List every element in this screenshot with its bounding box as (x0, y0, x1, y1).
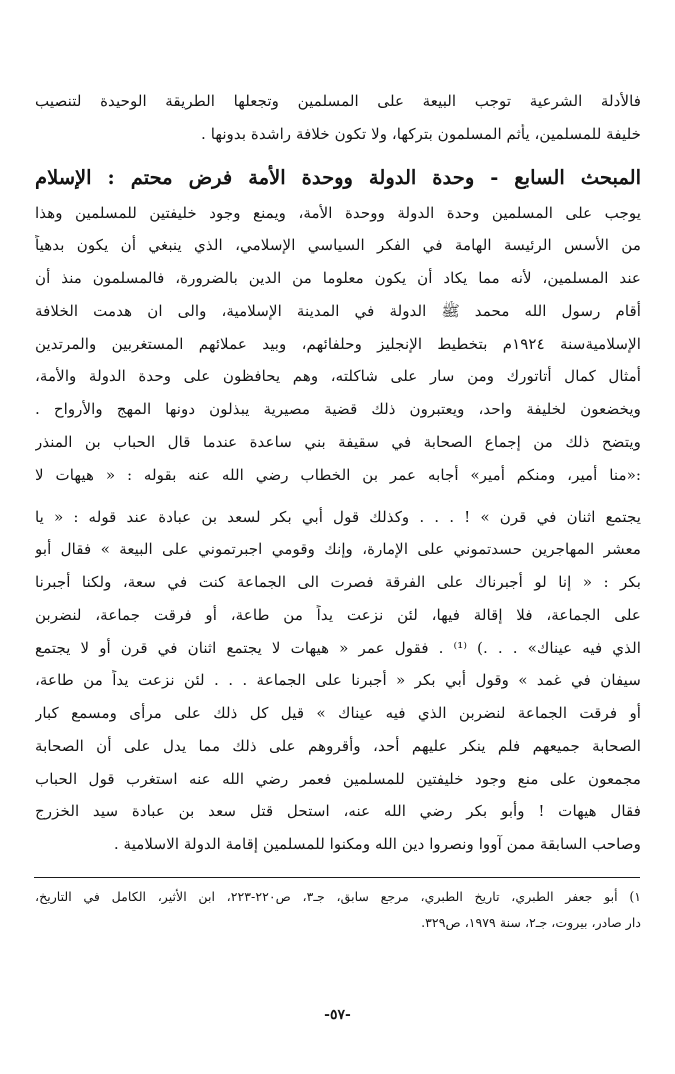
intro-line-2: خليفة للمسلمين، يأثم المسلمون بتركها، ولا تكون خلافة راشدة بدونها . (201, 125, 641, 143)
body-line-8: ويتضح ذلك من إجماع الصحابة في سقيفة بني ساعدة عندما قال الحباب بن المنذر (35, 433, 641, 451)
body-line-17: الصحابة جميعهم فلم ينكر عليهم أحد، وأقروهم على ذلك مما يدل على أن الصحابة (35, 737, 641, 755)
footnote-line-1: ١) أبو جعفر الطبري، تاريخ الطبري، مرجع سابق، جـ٣، ص٢٢٠-٢٢٣، ابن الأثير، الكامل في التاريخ، (35, 889, 641, 904)
body-line-14: الذي فيه عيناك» . . .) ⁽¹⁾ . فقول عمر « هيهات لا يجتمع اثنان في قرن أو لا يجتمع (35, 639, 641, 657)
body-line-5: الإسلاميةسنة ١٩٢٤م بتخطيط الإنجليز وحلفائهم، وبيد عملائهم المستغربين والمرتدين (35, 335, 641, 353)
section-heading: المبحث السابع - وحدة الدولة ووحدة الأمة فرض محتم : الإسلام (35, 166, 641, 189)
footnote-rule (34, 877, 640, 878)
body-line-6: أمثال كمال أتاتورك ومن سار على شاكلته، وهم يحافظون على وحدة الدولة والأمة، (35, 367, 641, 385)
body-line-1: يوجب على المسلمين وحدة الدولة ووحدة الأمة، ويمنع وجود خليفتين للمسلمين وهذا (35, 204, 641, 222)
body-line-2: من الأسس الرئيسة الهامة في الفكر السياسي الإسلامي، الذي ينبغي أن يكون بدهياً (35, 236, 641, 254)
body-line-16: أو فرقت الجماعة لنضربن الذي فيه عيناك » قيل كل ذلك على مرأى ومسمع كبار (35, 704, 641, 722)
body-line-11: معشر المهاجرين حسدتموني على الإمارة، وإنك وقومي اجبرتموني على البيعة » فقال أبو (35, 540, 641, 558)
page-number: -٥٧- (324, 1007, 351, 1023)
body-line-19: فقال هيهات ! وأبو بكر رضي الله عنه، استحل قتل سعد بن عبادة سيد الخزرج (35, 802, 641, 820)
body-line-7: ويخضعون لخليفة واحد، ويعتبرون ذلك قضية مصيرية يبذلون دونها المهج والأرواح . (35, 400, 641, 418)
body-line-4: أقام رسول الله محمد ﷺ الدولة في المدينة الإسلامية، والى ان هدمت الخلافة (35, 302, 641, 320)
body-line-10: يجتمع اثنان في قرن » ! . . . وكذلك قول أبي بكر لسعد بن عبادة عند قوله : « يا (35, 508, 641, 526)
body-line-3: عند المسلمين، لأنه مما يكاد أن يكون معلوما من الدين بالضرورة، فالمسلمون منذ أن (35, 269, 641, 287)
intro-line-1: فالأدلة الشرعية توجب البيعة على المسلمين وتجعلها الطريقة الوحيدة لتنصيب (35, 92, 641, 110)
body-line-20: وصاحب السابقة ممن آووا ونصروا دين الله ومكنوا للمسلمين إقامة الدولة الاسلامية . (113, 835, 641, 853)
footnote-line-2: دار صادر، بيروت، جـ٢، سنة ١٩٧٩، ص٣٢٩. (421, 915, 641, 930)
body-line-13: على الجماعة، فلا إقالة فيها، لئن نزعت يداً من طاعة، أو فرقت جماعة، لنضربن (35, 606, 641, 624)
body-line-12: بكر : « إنا لو أجبرناك على الفرقة فصرت الى الجماعة كنت في سعة، ولكنا أجبرنا (35, 573, 641, 591)
body-line-18: مجمعون على منع وجود خليفتين للمسلمين فعمر رضي الله عنه استغرب قول الحباب (35, 770, 641, 788)
body-line-15: سيفان في غمد » وقول أبي بكر « أجبرنا على الجماعة . . . لئن نزعت يداً من طاعة، (35, 671, 641, 689)
body-line-9: :«منا أمير، ومنكم أمير» أجابه عمر بن الخطاب رضي الله عنه بقوله : « هيهات لا (35, 466, 641, 484)
